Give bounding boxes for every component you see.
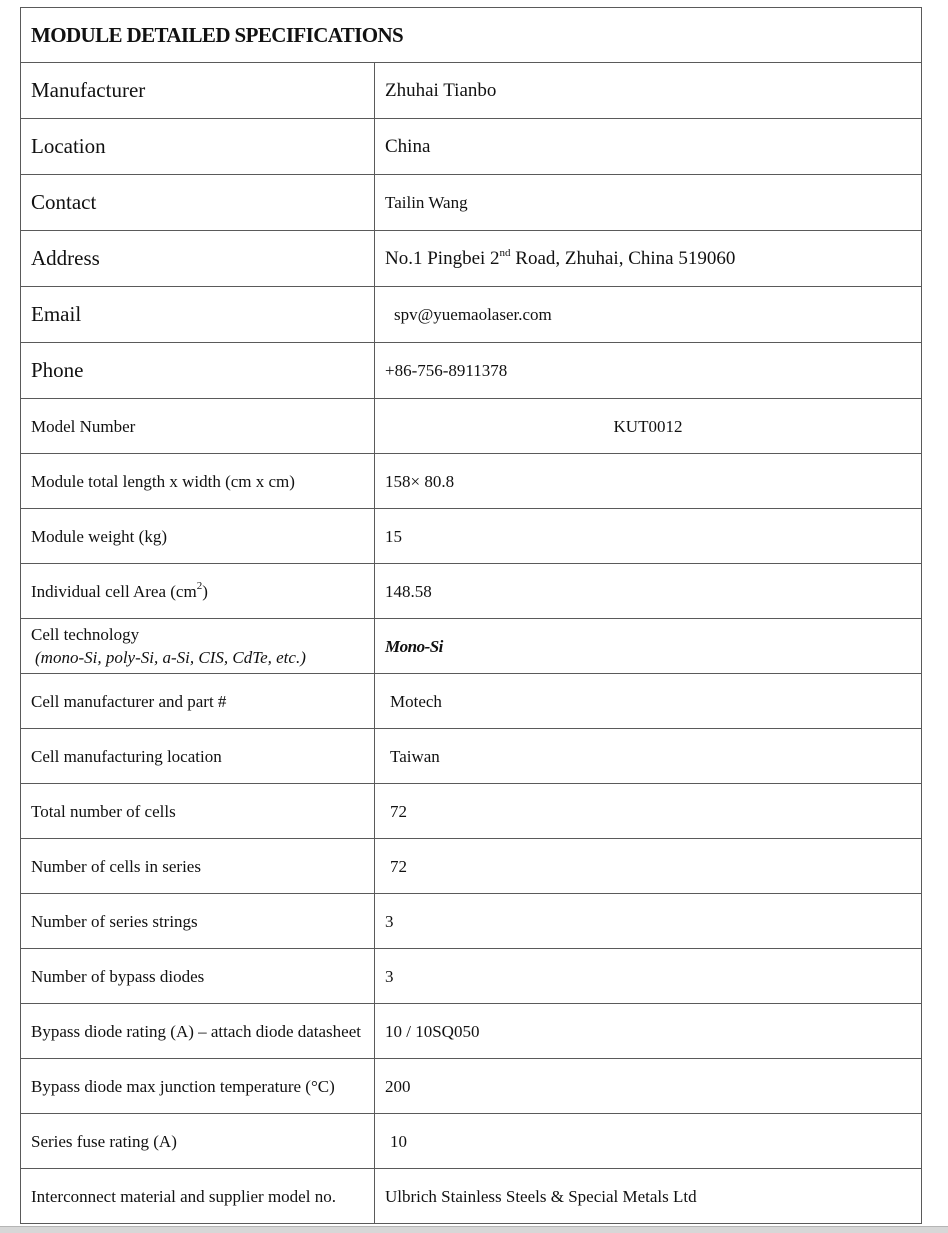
- row-label: Bypass diode rating (A) – attach diode datasheet: [21, 1004, 375, 1059]
- label-subtext: (mono-Si, poly-Si, a-Si, CIS, CdTe, etc.): [35, 648, 306, 667]
- superscript: 2: [196, 579, 203, 592]
- row-label: [21, 619, 375, 674]
- row-value: Taiwan: [375, 729, 922, 784]
- ordinal-suffix: nd: [499, 246, 511, 259]
- row-value: 72: [375, 839, 922, 894]
- row-label: Total number of cells: [21, 784, 375, 839]
- row-value: Mono-Si: [375, 619, 922, 674]
- table-row-bypass-diodes: [21, 949, 922, 1004]
- row-value: Motech: [375, 674, 922, 729]
- table-row-email: [21, 287, 922, 343]
- table-row-address: [21, 231, 922, 287]
- row-label: Address: [21, 231, 375, 287]
- row-label: Location: [21, 119, 375, 175]
- address-text-rest: Road, Zhuhai, China 519060: [510, 248, 736, 269]
- table-row-manufacturer: [21, 63, 922, 119]
- row-label: Cell manufacturer and part #: [21, 674, 375, 729]
- table-row-series-strings: [21, 894, 922, 949]
- row-value: [375, 231, 922, 287]
- address-text: No.1 Pingbei 2: [385, 248, 500, 269]
- row-value: 72: [375, 784, 922, 839]
- row-value: Zhuhai Tianbo: [375, 63, 922, 119]
- row-label: Number of series strings: [21, 894, 375, 949]
- row-label: Series fuse rating (A): [21, 1114, 375, 1169]
- row-value: 148.58: [375, 564, 922, 619]
- table-row-contact: [21, 175, 922, 231]
- row-label: Manufacturer: [21, 63, 375, 119]
- row-label: Module weight (kg): [21, 509, 375, 564]
- row-value: 10: [375, 1114, 922, 1169]
- table-row-phone: [21, 343, 922, 399]
- table-row-total-cells: [21, 784, 922, 839]
- table-row-bypass-temperature: [21, 1059, 922, 1114]
- table-title-row: [21, 8, 922, 63]
- table-row-cell-technology: [21, 619, 922, 674]
- email-value: spv@yuemaolaser.com: [375, 287, 922, 343]
- row-label: Module total length x width (cm x cm): [21, 454, 375, 509]
- label-text: Cell technology: [31, 625, 140, 644]
- row-label: Interconnect material and supplier model no.: [21, 1169, 375, 1224]
- row-label: Number of bypass diodes: [21, 949, 375, 1004]
- table-row-fuse-rating: [21, 1114, 922, 1169]
- row-value: Ulbrich Stainless Steels & Special Metals Ltd: [375, 1169, 922, 1224]
- row-value: China: [375, 119, 922, 175]
- table-row-dimensions: [21, 454, 922, 509]
- row-value: 3: [375, 949, 922, 1004]
- row-label: Phone: [21, 343, 375, 399]
- phone-value: +86-756-8911378: [375, 343, 922, 399]
- row-value: 200: [375, 1059, 922, 1114]
- row-label: Bypass diode max junction temperature (°C): [21, 1059, 375, 1114]
- label-text-rest: ): [202, 581, 208, 601]
- row-value: KUT0012: [375, 399, 922, 454]
- row-value: 158× 80.8: [375, 454, 922, 509]
- row-value: Tailin Wang: [375, 175, 922, 231]
- table-row-cell-location: [21, 729, 922, 784]
- table-row-weight: [21, 509, 922, 564]
- row-value: 3: [375, 894, 922, 949]
- row-value: 15: [375, 509, 922, 564]
- table-row-location: [21, 119, 922, 175]
- row-label: Cell manufacturing location: [21, 729, 375, 784]
- table-row-model-number: [21, 399, 922, 454]
- table-row-cell-area: [21, 564, 922, 619]
- table-row-interconnect: [21, 1169, 922, 1224]
- row-label: Number of cells in series: [21, 839, 375, 894]
- table-title: MODULE DETAILED SPECIFICATIONS: [21, 8, 922, 63]
- module-specifications-table: [20, 7, 922, 1224]
- label-text: Individual cell Area (cm: [31, 581, 197, 601]
- table-row-cells-in-series: [21, 839, 922, 894]
- row-value: 10 / 10SQ050: [375, 1004, 922, 1059]
- row-label: Contact: [21, 175, 375, 231]
- row-label: Model Number: [21, 399, 375, 454]
- table-row-bypass-rating: [21, 1004, 922, 1059]
- row-label: [21, 564, 375, 619]
- row-label: Email: [21, 287, 375, 343]
- table-row-cell-manufacturer: [21, 674, 922, 729]
